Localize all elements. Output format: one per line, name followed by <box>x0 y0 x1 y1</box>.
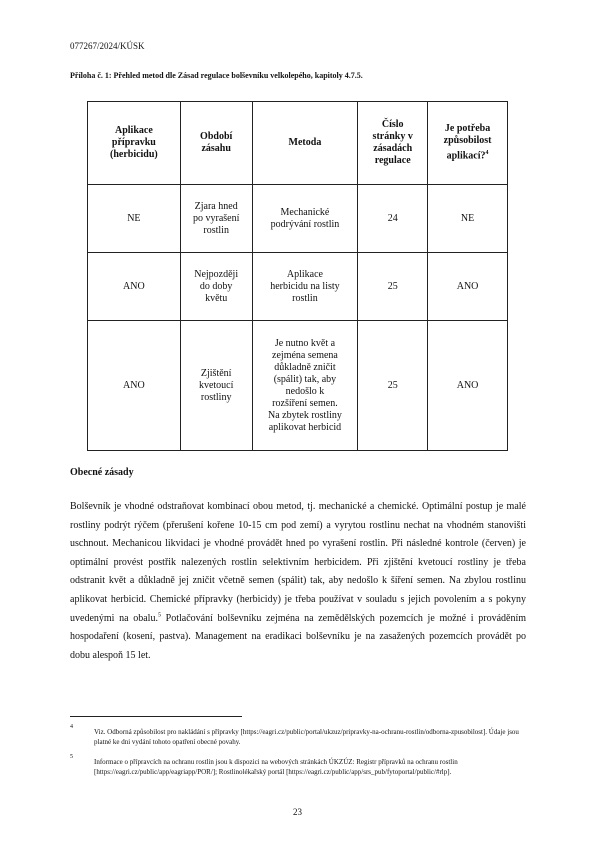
methods-table <box>87 101 508 451</box>
table-row <box>88 253 508 321</box>
table-cell: NE <box>88 185 181 253</box>
document-reference: 077267/2024/KÚSK <box>70 41 145 51</box>
table-cell: Zjištění kvetoucí rostliny <box>180 321 252 451</box>
table-cell: 24 <box>358 185 428 253</box>
footnote: 5 Informace o přípravcích na ochranu rostlin jsou k dispozici na webových stránkách ÚKZÚZ: Registr přípravků na ochranu rostlin [https://eagri.cz/public/app/eagriapp/POR/]; Rostlinolékařský portál [https://eagri.cz/public/app/srs_pub/fytoportal/public/#rlp]. <box>70 757 526 777</box>
table-cell: 25 <box>358 321 428 451</box>
table-row <box>88 185 508 253</box>
table-cell: ANO <box>88 321 181 451</box>
footnote-ref: 5 <box>157 612 161 619</box>
header-page-number: Číslo stránky v zásadách regulace <box>358 102 428 185</box>
header-application: Aplikace přípravku (herbicidu) <box>88 102 181 185</box>
table-cell: 25 <box>358 253 428 321</box>
table-cell: Je nutno květ a zejména semena důkladně zničit (spálit) tak, aby nedošlo k rozšíření semen. Na zbytek rostliny aplikovat herbicid <box>252 321 358 451</box>
footnote-ref: 4 <box>485 150 489 157</box>
table-cell: Mechanické podrývání rostlin <box>252 185 358 253</box>
footnote-divider <box>70 716 242 717</box>
table-header-row <box>88 102 508 185</box>
header-period: Období zásahu <box>180 102 252 185</box>
table-cell: Aplikace herbicidu na listy rostlin <box>252 253 358 321</box>
table-cell: ANO <box>428 253 508 321</box>
table-cell: ANO <box>428 321 508 451</box>
body-paragraph: Bolševník je vhodné odstraňovat kombinací obou metod, tj. mechanické a chemické. Optimální postup je malé rostliny podrýt rýčem (přerušení kořene 10-15 cm pod zemí) a vyrytou rostlinu nechat na vhodném stanovišti uschnout. Mechanicou likvidaci je vhodné provádět hned po vyrašení rostlin. Při následné kontrole (červen) je optimální provést postřik nalezených rostlin selektivním herbicidem. Při zjištění kvetoucí rostliny je třeba odstranit květ a důkladně jej zničit včetně semen (spálit) tak, aby nedošlo k šíření semen. Na zbylou rostlinu aplikovat herbicid. Chemické přípravky (herbicidy) je třeba používat v souladu s jejich povolením a s pokyny uvedenými na obalu.$^5$ Potlačování bolševníku zejména na zemědělských pozemcích je možné i prováděním hospodaření (kosení, pastva). Management na eradikaci bolševníku je na zasažených pozemcích provádět po dobu alespoň 15 let. <box>70 501 527 661</box>
table-caption: Příloha č. 1: Přehled metod dle Zásad regulace bolševníku velkolepého, kapitoly 4.7.5. <box>70 71 363 80</box>
footnote-text: Viz. Odborná způsobilost pro nakládání s přípravky [https://eagri.cz/public/portal/ukzuz/pripravky-na-ochranu-rostlin/odborna-zpusobilost]. Údaje jsou platné ke dni vydání tohoto opatření obecné povahy. <box>94 728 519 746</box>
header-qualification: Je potřeba způsobilost aplikací?$^4$ <box>428 102 508 185</box>
table-cell: NE <box>428 185 508 253</box>
footnote: 4 Viz. Odborná způsobilost pro nakládání s přípravky [https://eagri.cz/public/portal/ukzuz/pripravky-na-ochranu-rostlin/odborna-zpusobilost]. Údaje jsou platné ke dni vydání tohoto opatření obecné povahy. <box>70 727 526 747</box>
table-cell: Zjara hned po vyrašení rostlin <box>180 185 252 253</box>
footnote-text: Informace o přípravcích na ochranu rostlin jsou k dispozici na webových stránkách ÚKZÚZ: Registr přípravků na ochranu rostlin [https://eagri.cz/public/app/eagriapp/POR/]; Rostlinolékařský portál [https://eagri.cz/public/app/srs_pub/fytoportal/public/#rlp]. <box>94 758 458 776</box>
table-cell: ANO <box>88 253 181 321</box>
table-cell: Nejpozději do doby květu <box>180 253 252 321</box>
header-method: Metoda <box>252 102 358 185</box>
table-row <box>88 321 508 451</box>
page-number: 23 <box>293 807 302 817</box>
section-heading: Obecné zásady <box>70 467 134 478</box>
